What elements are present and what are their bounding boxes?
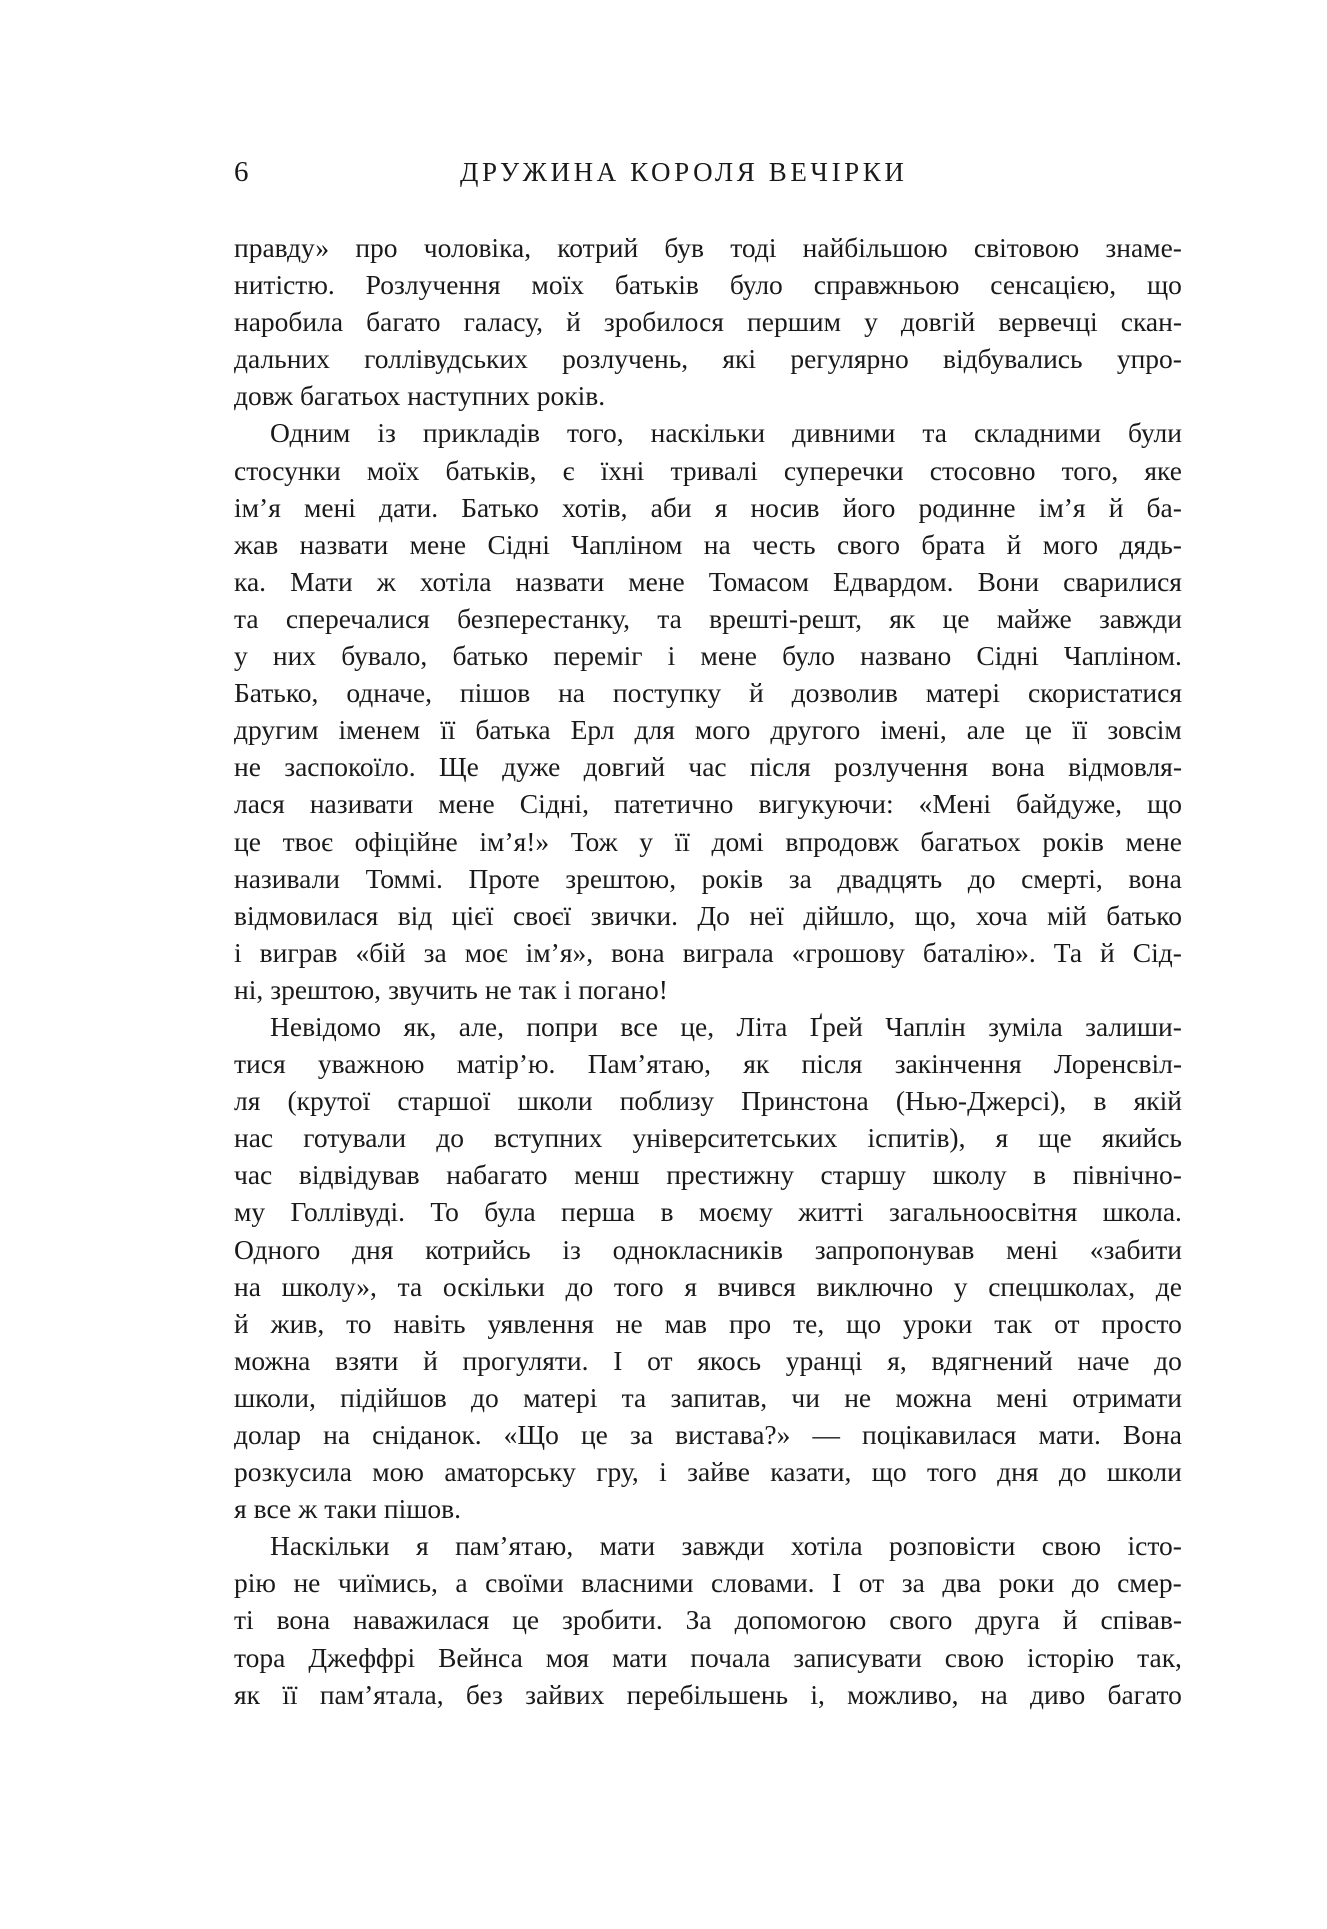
text-line: ля (крутої старшої школи поблизу Принстона (Нью-Джерсі), в якій — [234, 1085, 1182, 1117]
text-line: школи, підійшов до матері та запитав, чи не можна мені отримати — [234, 1381, 1182, 1413]
text-line: і виграв «бій за моє ім’я», вона виграла «грошову баталію». Та й Сід- — [234, 936, 1182, 968]
text-line: я все ж таки пішов. — [234, 1493, 462, 1525]
text-line: й жив, то навіть уявлення не мав про те, що уроки так от просто — [234, 1307, 1182, 1339]
paragraph — [234, 229, 1182, 414]
text-line: відмовилася від цієї своєї звички. До неї дійшло, що, хоча мій батько — [234, 899, 1182, 931]
text-line: ні, зрештою, звучить не так і погано! — [234, 973, 668, 1005]
paragraph — [234, 1008, 1182, 1527]
text-line: Невідомо як, але, попри все це, Літа Ґрей Чаплін зуміла залиши- — [270, 1010, 1182, 1042]
text-line: рію не чиїмись, а своїми власними словами. І от за два роки до смер- — [234, 1567, 1182, 1599]
text-line: час відвідував набагато менш престижну старшу школу в північно- — [234, 1159, 1182, 1191]
text-line: дальних голлівудських розлучень, які регулярно відбувались упро- — [234, 343, 1182, 375]
text-line: у них бувало, батько переміг і мене було названо Сідні Чапліном. — [234, 640, 1182, 672]
text-line: наробила багато галасу, й зробилося першим у довгій вервечці скан- — [234, 306, 1182, 338]
running-head — [234, 150, 1184, 194]
text-line: можна взяти й прогуляти. І от якось уранці я, вдягнений наче до — [234, 1344, 1182, 1376]
text-line: та сперечалися безперестанку, та врешті-решт, як це майже завжди — [234, 602, 1182, 634]
text-line: не заспокоїло. Ще дуже довгий час після розлучення вона відмовля- — [234, 751, 1182, 783]
text-line: нитістю. Розлучення моїх батьків було справжньою сенсацією, що — [234, 269, 1182, 301]
body-text — [234, 229, 1182, 1713]
text-line: ім’я мені дати. Батько хотів, аби я носив його родинне ім’я й ба- — [234, 491, 1182, 523]
text-line: му Голлівуді. То була перша в моєму житті загальноосвітня школа. — [234, 1196, 1182, 1228]
text-line: Батько, одначе, пішов на поступку й дозволив матері скористатися — [234, 677, 1182, 709]
text-line: другим іменем її батька Ерл для мого другого імені, але це її зовсім — [234, 714, 1182, 746]
page-number: 6 — [234, 156, 249, 188]
text-line: Одним із прикладів того, наскільки дивними та складними були — [270, 417, 1182, 449]
text-line: довж багатьох наступних років. — [234, 380, 606, 412]
text-line: це твоє офіційне ім’я!» Тож у її домі впродовж багатьох років мене — [234, 825, 1182, 857]
running-title: ДРУЖИНА КОРОЛЯ ВЕЧІРКИ — [460, 157, 908, 187]
text-line: як її пам’ятала, без зайвих перебільшень і, можливо, на диво багато — [234, 1678, 1182, 1710]
text-line: нас готували до вступних університетських іспитів), я ще якийсь — [234, 1122, 1182, 1154]
text-line: тора Джеффрі Вейнса моя мати почала записувати свою історію так, — [234, 1641, 1182, 1673]
text-line: стосунки моїх батьків, є їхні тривалі суперечки стосовно того, яке — [234, 454, 1182, 486]
paragraph — [234, 1527, 1182, 1712]
text-line: Одного дня котрийсь із однокласників запропонував мені «забити — [234, 1233, 1182, 1265]
text-line: називали Томмі. Проте зрештою, років за двадцять до смерті, вона — [234, 862, 1182, 894]
text-line: жав назвати мене Сідні Чапліном на честь свого брата й мого дядь- — [234, 528, 1182, 560]
text-line: на школу», та оскільки до того я вчився виключно у спецшколах, де — [234, 1270, 1182, 1302]
text-line: ті вона наважилася це зробити. За допомогою свого друга й співав- — [234, 1604, 1182, 1636]
text-line: долар на сніданок. «Що це за вистава?» — поцікавилася мати. Вона — [234, 1419, 1182, 1450]
text-line: правду» про чоловіка, котрий був тоді найбільшою світовою знаме- — [234, 232, 1182, 263]
text-line: лася називати мене Сідні, патетично вигукуючи: «Мені байдуже, що — [234, 788, 1182, 820]
text-line: Наскільки я пам’ятаю, мати завжди хотіла розповісти свою істо- — [270, 1530, 1182, 1562]
paragraph — [234, 414, 1182, 1008]
text-line: розкусила мою аматорську гру, і зайве казати, що того дня до школи — [234, 1456, 1182, 1488]
text-line: тися уважною матір’ю. Пам’ятаю, як після закінчення Лоренсвіл- — [234, 1048, 1182, 1080]
text-line: ка. Мати ж хотіла назвати мене Томасом Едвардом. Вони сварилися — [234, 565, 1182, 597]
